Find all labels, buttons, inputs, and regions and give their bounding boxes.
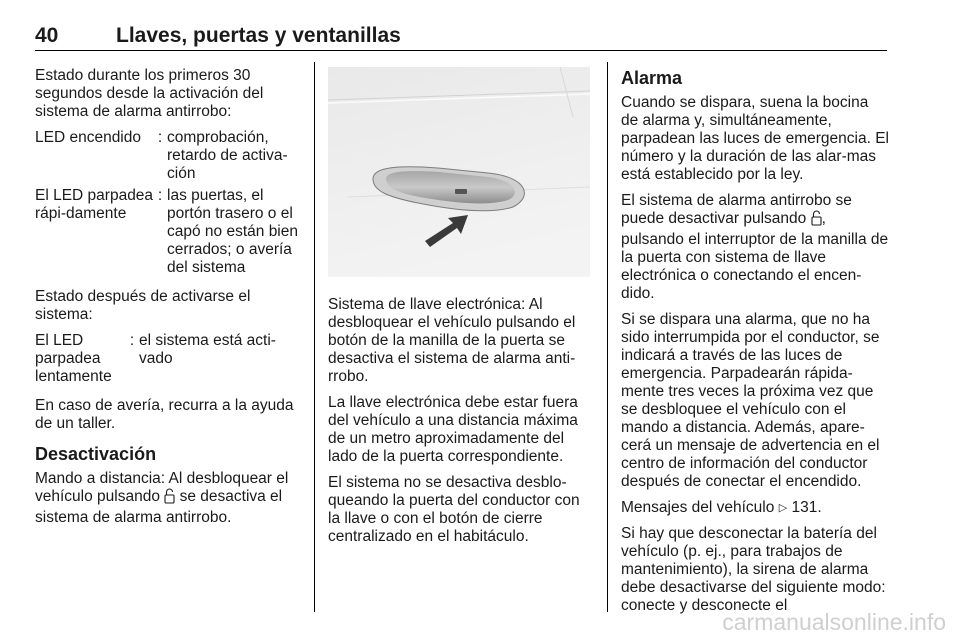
unlock-icon [164, 488, 175, 509]
table-row [35, 129, 301, 187]
section-heading-alarma: Alarma [621, 68, 683, 88]
page-number: 40 [35, 24, 59, 47]
column-3 [621, 67, 889, 623]
table-row [35, 187, 301, 277]
vehicle-messages-ref: Mensajes del vehículo ▷ 131. [621, 499, 822, 516]
led-key: El LED parpadea rápi-damente [35, 187, 154, 222]
door-handle-photo [328, 67, 590, 277]
key-distance-paragraph: La llave electrónica debe estar fuera del vehículo a una distancia máxima de un metro aproximadamente del lado de la puerta correspondiente. [328, 394, 578, 465]
led-value: el sistema está acti-vado [139, 332, 276, 367]
alarm-deactivate-paragraph: El sistema de alarma antirrobo se puede desactivar pulsando , pulsando el interruptor de la manilla de la puerta con sistema de llave electrónica o conectando el encen-dido. [621, 192, 889, 302]
alarm-interrupted-paragraph: Si se dispara una alarma, que no ha sido interrumpida por el conductor, se indicará a través de las luces de emergencia. Parpadearán rápida-mente tres veces la próxima vez que se desbloquee el vehículo con el mando a distancia. Además, apare-cerá un mensaje de advertencia en el centro de información del conductor después de conectar el encendido. [621, 311, 880, 490]
fault-note: En caso de avería, recurra a la ayuda de un taller. [35, 397, 294, 432]
led-key: El LED parpadea lentamente [35, 332, 112, 385]
electronic-key-paragraph: Sistema de llave electrónica: Al desbloquear el vehículo pulsando el botón de la manilla de la puerta se desactiva el sistema de alarma anti-rrobo. [328, 296, 576, 385]
column-2 [328, 296, 588, 554]
header-rule [35, 50, 887, 51]
status-intro: Estado durante los primeros 30 segundos desde la activación del sistema de alarma antirrobo: [35, 67, 264, 120]
column-divider-1 [314, 62, 315, 612]
page-header [35, 24, 887, 50]
key-no-deactivate-paragraph: El sistema no se desactiva desblo-queando la puerta del conductor con la llave o con el botón de cierre centralizado en el habitáculo. [328, 474, 580, 545]
led-status-table-1 [35, 129, 301, 277]
table-row [35, 332, 301, 386]
led-key: LED encendido [35, 129, 141, 146]
watermark: carmanualsonline.info [722, 609, 946, 635]
column-1 [35, 67, 301, 535]
unlock-icon [811, 210, 822, 231]
separator: : [157, 187, 163, 204]
led-value: las puertas, el portón trasero o el capó no están bien cerrados; o avería del sistema [167, 187, 298, 276]
remote-paragraph: Mando a distancia: Al desbloquear el vehículo pulsando se desactiva el sistema de alarma antirrobo. [35, 470, 289, 526]
led-value: comprobación, retardo de activa-ción [167, 129, 288, 182]
page-reference-link[interactable]: 131. [791, 499, 822, 516]
page-title: Llaves, puertas y ventanillas [116, 24, 401, 47]
triangle-right-icon: ▷ [778, 502, 788, 514]
column-divider-2 [607, 62, 608, 612]
status-after: Estado después de activarse el sistema: [35, 288, 251, 323]
separator: : [129, 332, 135, 349]
separator: : [157, 129, 163, 146]
led-status-table-2 [35, 332, 301, 386]
section-heading-desactivacion: Desactivación [35, 444, 157, 464]
battery-paragraph: Si hay que desconectar la batería del vehículo (p. ej., para trabajos de mantenimiento), la sirena de alarma debe desactivarse del siguiente modo: conecte y desconecte el [621, 525, 886, 614]
alarm-trigger-paragraph: Cuando se dispara, suena la bocina de alarma y, simultáneamente, parpadean las luces de emergencia. El número y la duración de las alar-mas está establecido por la ley. [621, 94, 889, 183]
